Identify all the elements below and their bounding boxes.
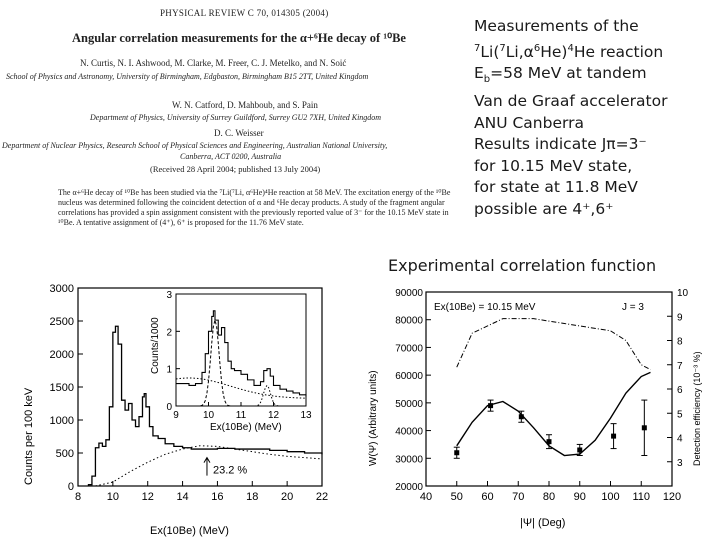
note-line-1: Measurements of the	[474, 17, 639, 35]
spec-xtick-label: 12	[141, 491, 154, 503]
note-line-9: possible are 4⁺,6⁺	[474, 200, 614, 218]
spec-ytick-label: 2500	[49, 316, 74, 328]
inset-ytick-label: 3	[166, 290, 172, 301]
spec-xlabel: Ex(10Be) (MeV)	[150, 525, 229, 537]
corr-ytick-label: 50000	[395, 398, 423, 410]
spec-xtick-label: 22	[315, 491, 329, 503]
corr-legend-left: Ex(10Be) = 10.15 MeV	[434, 302, 536, 313]
corr-ytick-label: 90000	[395, 288, 423, 299]
corr-fit-curve	[457, 372, 651, 455]
corr-data-point	[547, 439, 552, 444]
affiliation-3b: Canberra, ACT 0200, Australia	[180, 152, 282, 161]
corr-data-point	[519, 414, 524, 419]
inset-ytick-label: 2	[166, 327, 172, 339]
spec-annotation: 23.2 %	[212, 464, 248, 477]
authors-3: D. C. Weisser	[214, 128, 264, 138]
corr-ytick-label: 40000	[395, 426, 423, 438]
spec-xtick-label: 16	[211, 491, 224, 503]
corr-xtick-label: 40	[419, 491, 433, 503]
corr-data-point	[611, 434, 616, 439]
corr-xtick-label: 80	[542, 491, 556, 503]
corr-ytick-label: 30000	[395, 454, 423, 466]
corr-xtick-label: 110	[632, 491, 651, 503]
paper-title: Angular correlation measurements for the α+⁶He decay of ¹⁰Be	[72, 31, 406, 45]
inset-ytick-label: 1	[166, 364, 172, 376]
corr-y2tick-label: 4	[677, 433, 683, 445]
corr-xtick-label: 90	[573, 491, 586, 503]
corr-y2label: Detection efficiency (10⁻³ %)	[692, 351, 702, 466]
received-date: (Received 28 April 2004; published 13 July 2004)	[150, 164, 321, 174]
journal-header: PHYSICAL REVIEW C 70, 014305 (2004)	[160, 8, 329, 18]
note-line-3: $E_b=58$ MeV at tandem	[474, 64, 647, 86]
authors-1: N. Curtis, N. I. Ashwood, M. Clarke, M. Freer, C. J. Metelko, and N. Soić	[80, 58, 347, 68]
spec-xtick-label: 8	[74, 491, 82, 503]
note-line-6: Results indicate Jπ=3⁻	[474, 135, 647, 154]
authors-2: W. N. Catford, D. Mahboub, and S. Pain	[172, 100, 318, 110]
spec-xtick-label: 10	[106, 491, 119, 503]
corr-ytick-label: 80000	[395, 315, 423, 327]
inset-xtick-label: 13	[300, 410, 312, 421]
corr-legend-right: J = 3	[622, 302, 644, 313]
inset-ylabel: Counts/1000	[150, 317, 161, 374]
angular-correlation-chart	[360, 276, 720, 540]
corr-ytick-label: 70000	[395, 343, 423, 355]
affiliation-1: School of Physics and Astronomy, University of Birmingham, Edgbaston, Birmingham B15 2TT, United Kingdom	[6, 72, 369, 81]
affiliation-2: Department of Physics, University of Surrey Guildford, Surrey GU2 7XH, United Kingdom	[90, 113, 382, 122]
corr-xtick-label: 70	[512, 491, 525, 503]
corr-y2tick-label: 8	[677, 336, 683, 348]
corr-ytick-label: 20000	[395, 482, 423, 493]
spec-ytick-label: 1000	[49, 415, 74, 427]
spec-ytick-label: 2000	[49, 349, 74, 361]
corr-xtick-label: 100	[601, 491, 620, 503]
inset-xtick-label: 10	[202, 410, 215, 421]
corr-y2tick-label: 5	[677, 409, 683, 421]
note-line-2: $^7Li(^7Li,\alpha^6He)^4He$ reaction	[474, 42, 664, 61]
spec-xtick-label: 14	[176, 491, 189, 503]
corr-xlabel: |Ψ| (Deg)	[520, 517, 566, 529]
spec-ytick-label: 0	[67, 481, 74, 493]
corr-xtick-label: 60	[481, 491, 494, 503]
inset-ytick-label: 0	[166, 402, 172, 413]
spec-xtick-label: 18	[246, 491, 259, 503]
slide-notes	[474, 16, 720, 221]
corr-y2tick-label: 6	[677, 385, 683, 396]
inset-xtick-label: 11	[235, 410, 247, 421]
spec-ytick-label: 500	[55, 448, 74, 460]
corr-ylabel: W(Ψ) (Arbitrary units)	[368, 370, 379, 466]
corr-y2tick-label: 10	[677, 288, 689, 299]
spec-xtick-label: 20	[281, 491, 294, 503]
figure-caption: Experimental correlation function	[388, 256, 657, 275]
inset-xlabel: Ex(10Be) (MeV)	[210, 422, 282, 433]
spec-ytick-label: 3000	[49, 283, 74, 295]
note-line-5: ANU Canberra	[474, 113, 584, 132]
note-line-7: for 10.15 MeV state,	[474, 156, 633, 175]
affiliation-3a: Department of Nuclear Physics, Research School of Physical Sciences and Engineering, Australian National University,	[2, 141, 388, 150]
excitation-spectrum-chart	[0, 276, 370, 540]
paper-excerpt	[0, 0, 470, 252]
note-line-8: for state at 11.8 MeV	[474, 178, 638, 197]
inset-xtick-label: 12	[267, 410, 280, 421]
inset-xtick-label: 9	[173, 410, 179, 421]
corr-data-point	[454, 450, 459, 455]
corr-y2tick-label: 7	[677, 360, 683, 372]
corr-data-point	[642, 425, 647, 430]
corr-y2tick-label: 9	[677, 312, 683, 324]
corr-ytick-label: 60000	[395, 371, 423, 383]
spec-ytick-label: 1500	[49, 382, 74, 394]
abstract: The α+⁶He decay of ¹⁰Be has been studied via the ⁷Li(⁷Li, α⁶He)⁴He reaction at 58 MeV. The excitation energy of the ¹⁰Be nucleus was determined following the coincident detection of α and ⁶He decay products. A study of the fragment angular correlations has provided a spin assignment consistent with the previously reported value of 3⁻ for the 10.15 MeV state in ¹⁰Be. A tentative assignment of (4⁺), 6⁺ is proposed for the 11.76 MeV state.	[58, 188, 451, 227]
note-line-4: Van de Graaf accelerator	[474, 92, 668, 111]
corr-data-point	[577, 447, 582, 452]
corr-y2tick-label: 3	[677, 457, 683, 469]
spec-ylabel: Counts per 100 keV	[23, 387, 35, 485]
corr-xtick-label: 120	[662, 491, 682, 503]
corr-efficiency-curve	[457, 319, 651, 370]
corr-data-point	[488, 403, 493, 408]
corr-xtick-label: 50	[450, 491, 463, 503]
